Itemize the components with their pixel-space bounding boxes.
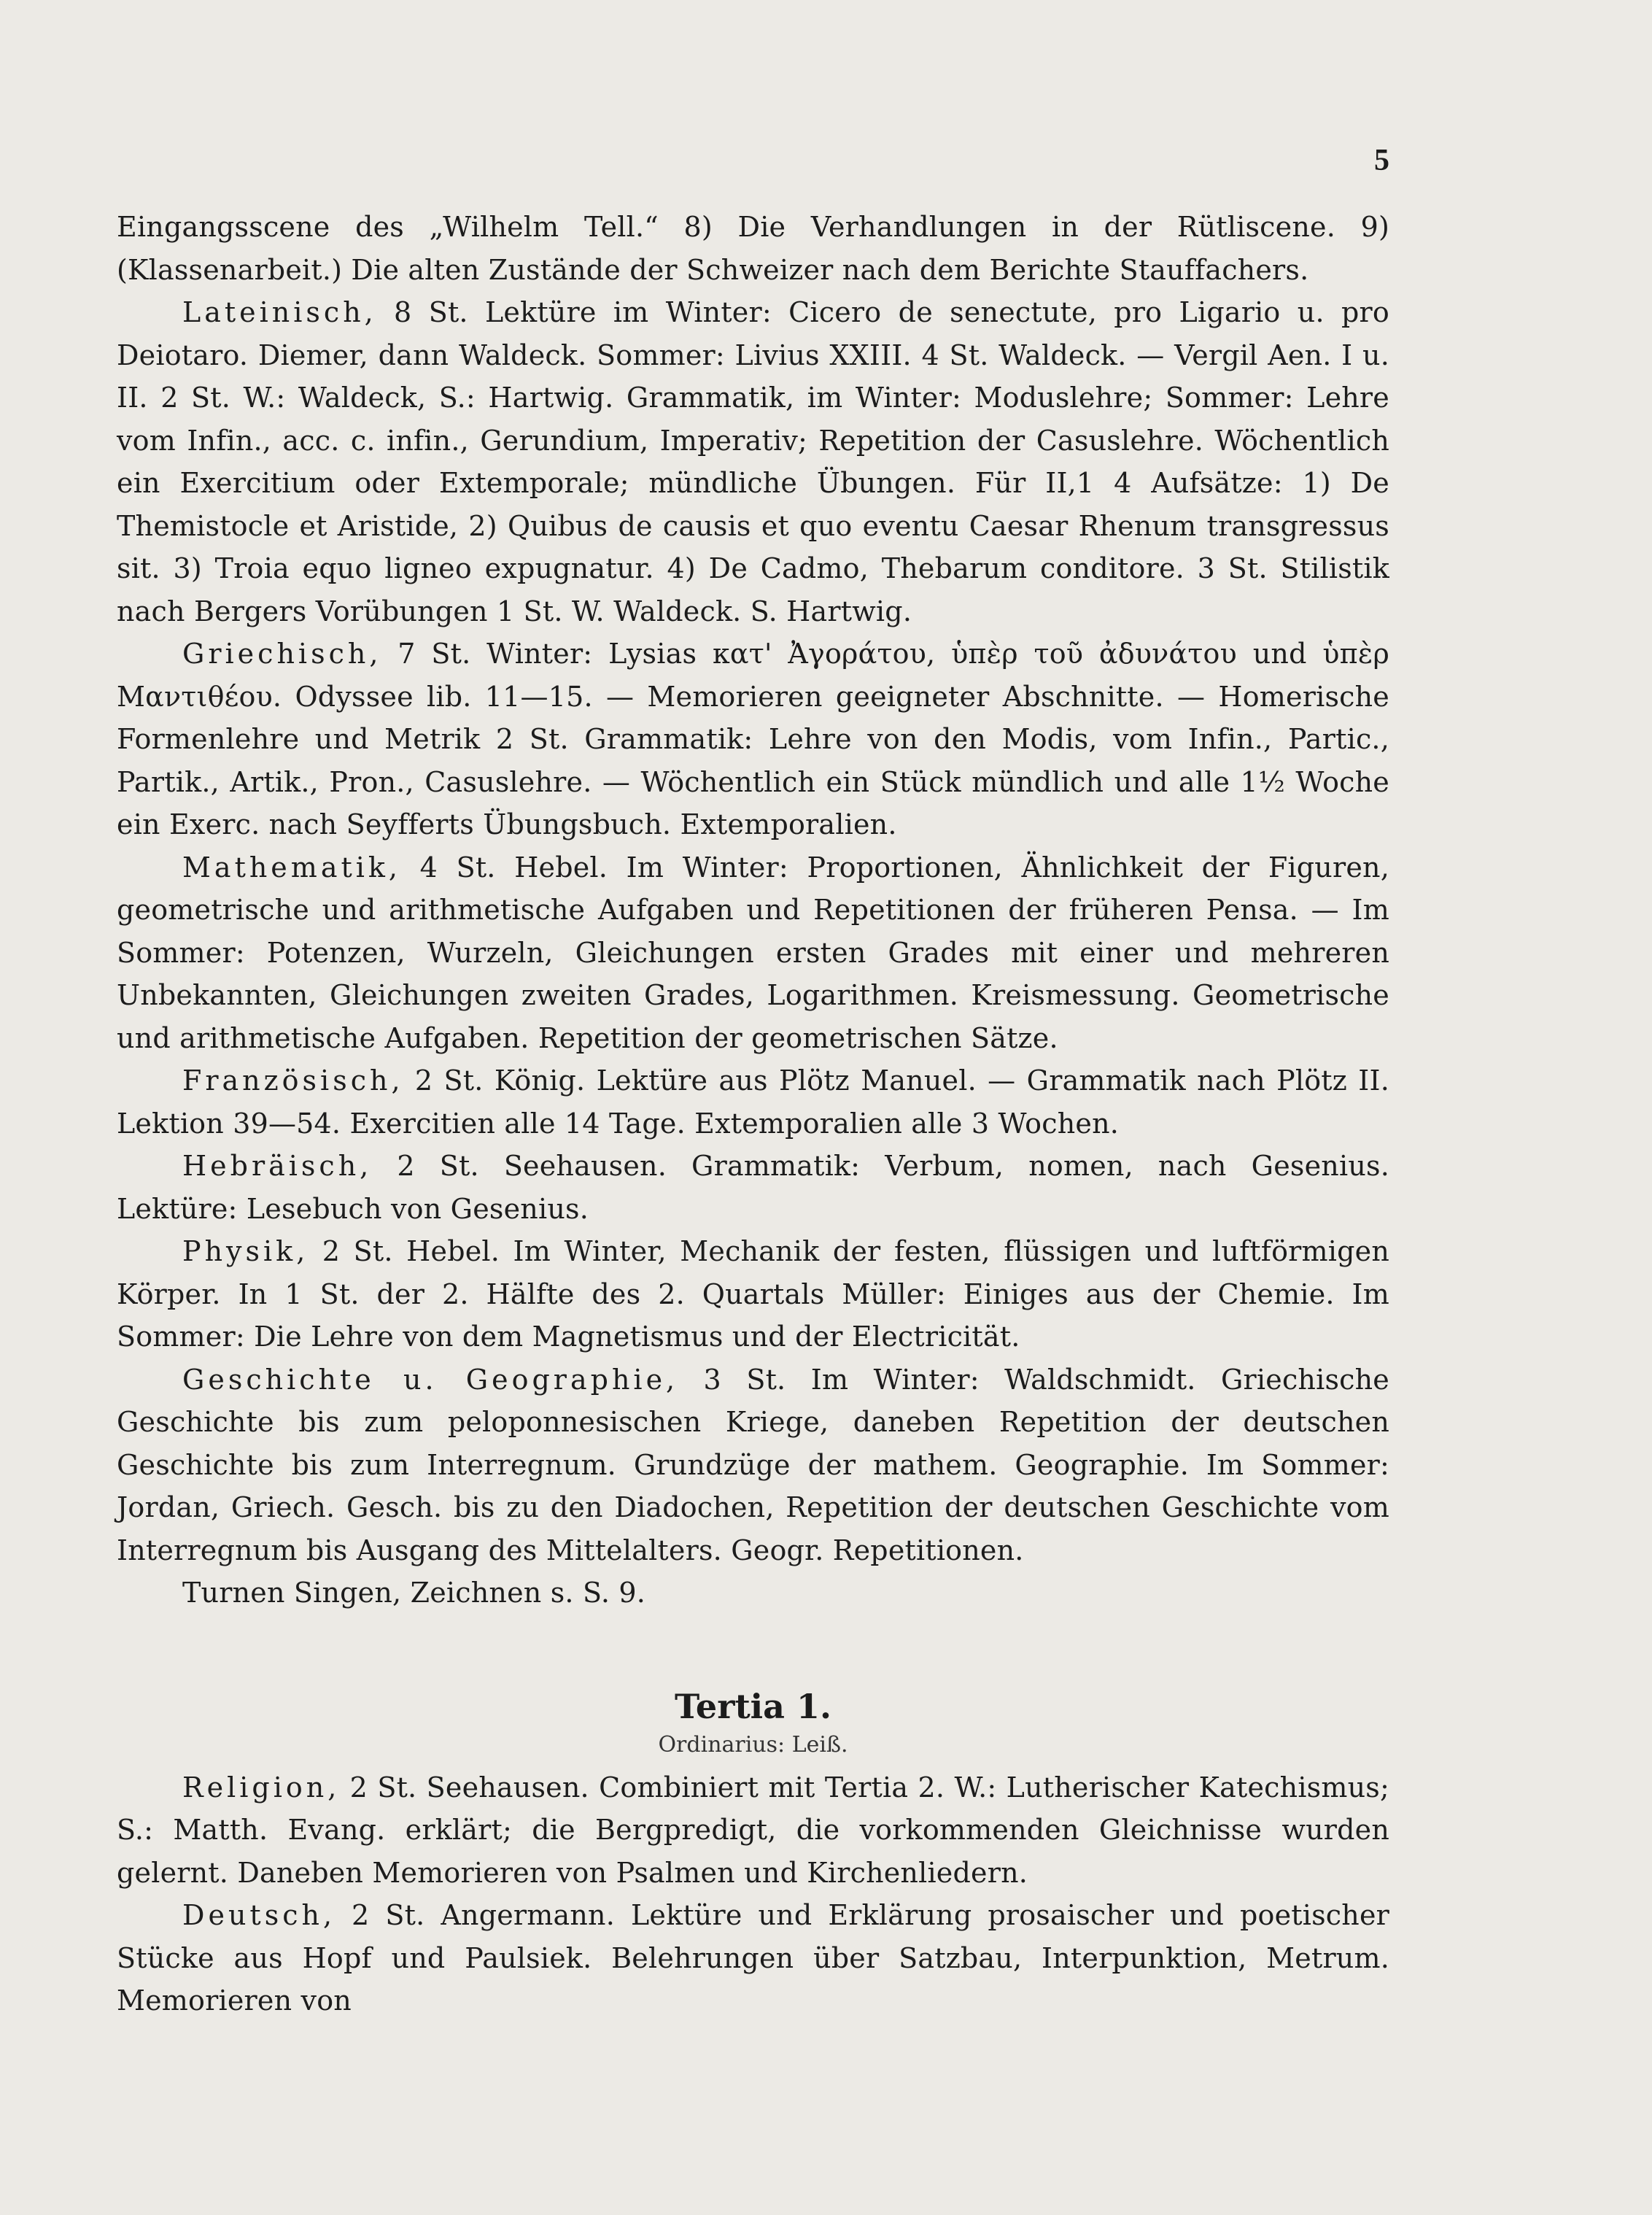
section-title: Tertia 1. [674,1686,832,1726]
paragraph [117,1766,1389,1895]
upper-paragraphs [117,206,1389,1615]
subject-heading: Geschichte u. Geographie, [182,1363,679,1396]
paragraph [117,1230,1389,1358]
page-number: 5 [1374,144,1389,177]
paragraph-text: 7 St. Winter: Lysias κατ' Ἀγοράτου, ὑπὲρ τοῦ ἀδυνάτου und ὑπὲρ Μαντιθέου. Odyssee lib. 11—15. — Memorieren geeigneter Abschnitte. — Homerische Formenlehre und Metrik 2 St. Grammatik: Lehre von den Modis, vom Infin., Partic., Partik., Artik., Pron., Casuslehre. — Wöchentlich ein Stück mündlich und alle 1½ Woche ein Exerc. nach Seyfferts Übungsbuch. Extemporalien. [117,638,1389,840]
paragraph-text: Turnen Singen, Zeichnen s. S. 9. [182,1577,646,1609]
paragraph [117,1572,1389,1615]
subject-heading: Deutsch, [182,1899,336,1931]
paragraph-text: 2 St. Angermann. Lektüre und Erklärung prosaischer und poetischer Stücke aus Hopf und Paulsiek. Belehrungen über Satzbau, Interpunktion, Metrum. Memorieren von [117,1899,1389,2017]
subject-heading: Lateinisch, [182,296,377,328]
paragraph-text: 2 St. König. Lektüre aus Plötz Manuel. — Grammatik nach Plötz II. Lektion 39—54. Exercitien alle 14 Tage. Extemporalien alle 3 Wochen. [117,1064,1389,1140]
paragraph-text: 8 St. Lektüre im Winter: Cicero de senectute, pro Ligario u. pro Deiotaro. Diemer, dann Waldeck. Sommer: Livius XXIII. 4 St. Waldeck. — Vergil Aen. I u. II. 2 St. W.: Waldeck, S.: Hartwig. Grammatik, im Winter: Moduslehre; Sommer: Lehre vom Infin., acc. c. infin., Gerundium, Imperativ; Repetition der Casuslehre. Wöchentlich ein Exercitium oder Extemporale; mündliche Übungen. Für II,1 4 Aufsätze: 1) De Themistocle et Aristide, 2) Quibus de causis et quo eventu Caesar Rhenum transgressus sit. 3) Troia equo ligneo expugnatur. 4) De Cadmo, Thebarum conditore. 3 St. Stilistik nach Bergers Vorübungen 1 St. W. Waldeck. S. Hartwig. [117,296,1389,627]
paragraph [117,206,1389,291]
paragraph-text: 2 St. Seehausen. Combiniert mit Tertia 2. W.: Lutherischer Katechismus; S.: Matth. Evang. erklärt; die Bergpredigt, die vorkommenden Gleichnisse wurden gelernt. Daneben Memorieren von Psalmen und Kirchenliedern. [117,1771,1389,1889]
paragraph [117,633,1389,846]
paragraph-text: Eingangsscene des „Wilhelm Tell.“ 8) Die Verhandlungen in der Rütliscene. 9) (Klassenarbeit.) Die alten Zustände der Schweizer nach dem Berichte Stauffachers. [117,211,1389,286]
paragraph [117,1059,1389,1145]
subject-heading: Französisch, [182,1064,404,1097]
lower-paragraphs [117,1766,1389,2022]
subject-heading: Mathematik, [182,851,402,884]
paragraph-text: 2 St. Seehausen. Grammatik: Verbum, nomen, nach Gesenius. Lektüre: Lesebuch von Gesenius. [117,1150,1389,1225]
paragraph [117,1894,1389,2022]
main-text [117,206,1389,2022]
subject-heading: Hebräisch, [182,1150,373,1182]
subject-heading: Physik, [182,1235,309,1267]
paragraph [117,1145,1389,1230]
paragraph [117,846,1389,1060]
paragraph [117,1358,1389,1572]
paragraph-text: 4 St. Hebel. Im Winter: Proportionen, Ähnlichkeit der Figuren, geometrische und arithmetische Aufgaben und Repetitionen der früheren Pensa. — Im Sommer: Potenzen, Wurzeln, Gleichungen ersten Grades mit einer und mehreren Unbekannten, Gleichungen zweiten Grades, Logarithmen. Kreismessung. Geometrische und arithmetische Aufgaben. Repetition der geometrischen Sätze. [117,851,1389,1054]
subject-heading: Griechisch, [182,638,382,670]
section-subtitle: Ordinarius: Leiß. [658,1731,848,1758]
subject-heading: Religion, [182,1771,341,1804]
paragraph-text: 3 St. Im Winter: Waldschmidt. Griechische Geschichte bis zum peloponnesischen Kriege, daneben Repetition der deutschen Geschichte bis zum Interregnum. Grundzüge der mathem. Geographie. Im Sommer: Jordan, Griech. Gesch. bis zu den Diadochen, Repetition der deutschen Geschichte vom Interregnum bis Ausgang des Mittelalters. Geogr. Repetitionen. [117,1363,1389,1566]
paragraph [117,291,1389,633]
paragraph-text: 2 St. Hebel. Im Winter, Mechanik der festen, flüssigen und luftförmigen Körper. In 1 St. der 2. Hälfte des 2. Quartals Müller: Einiges aus der Chemie. Im Sommer: Die Lehre von dem Magnetismus und der Electricität. [117,1235,1389,1353]
